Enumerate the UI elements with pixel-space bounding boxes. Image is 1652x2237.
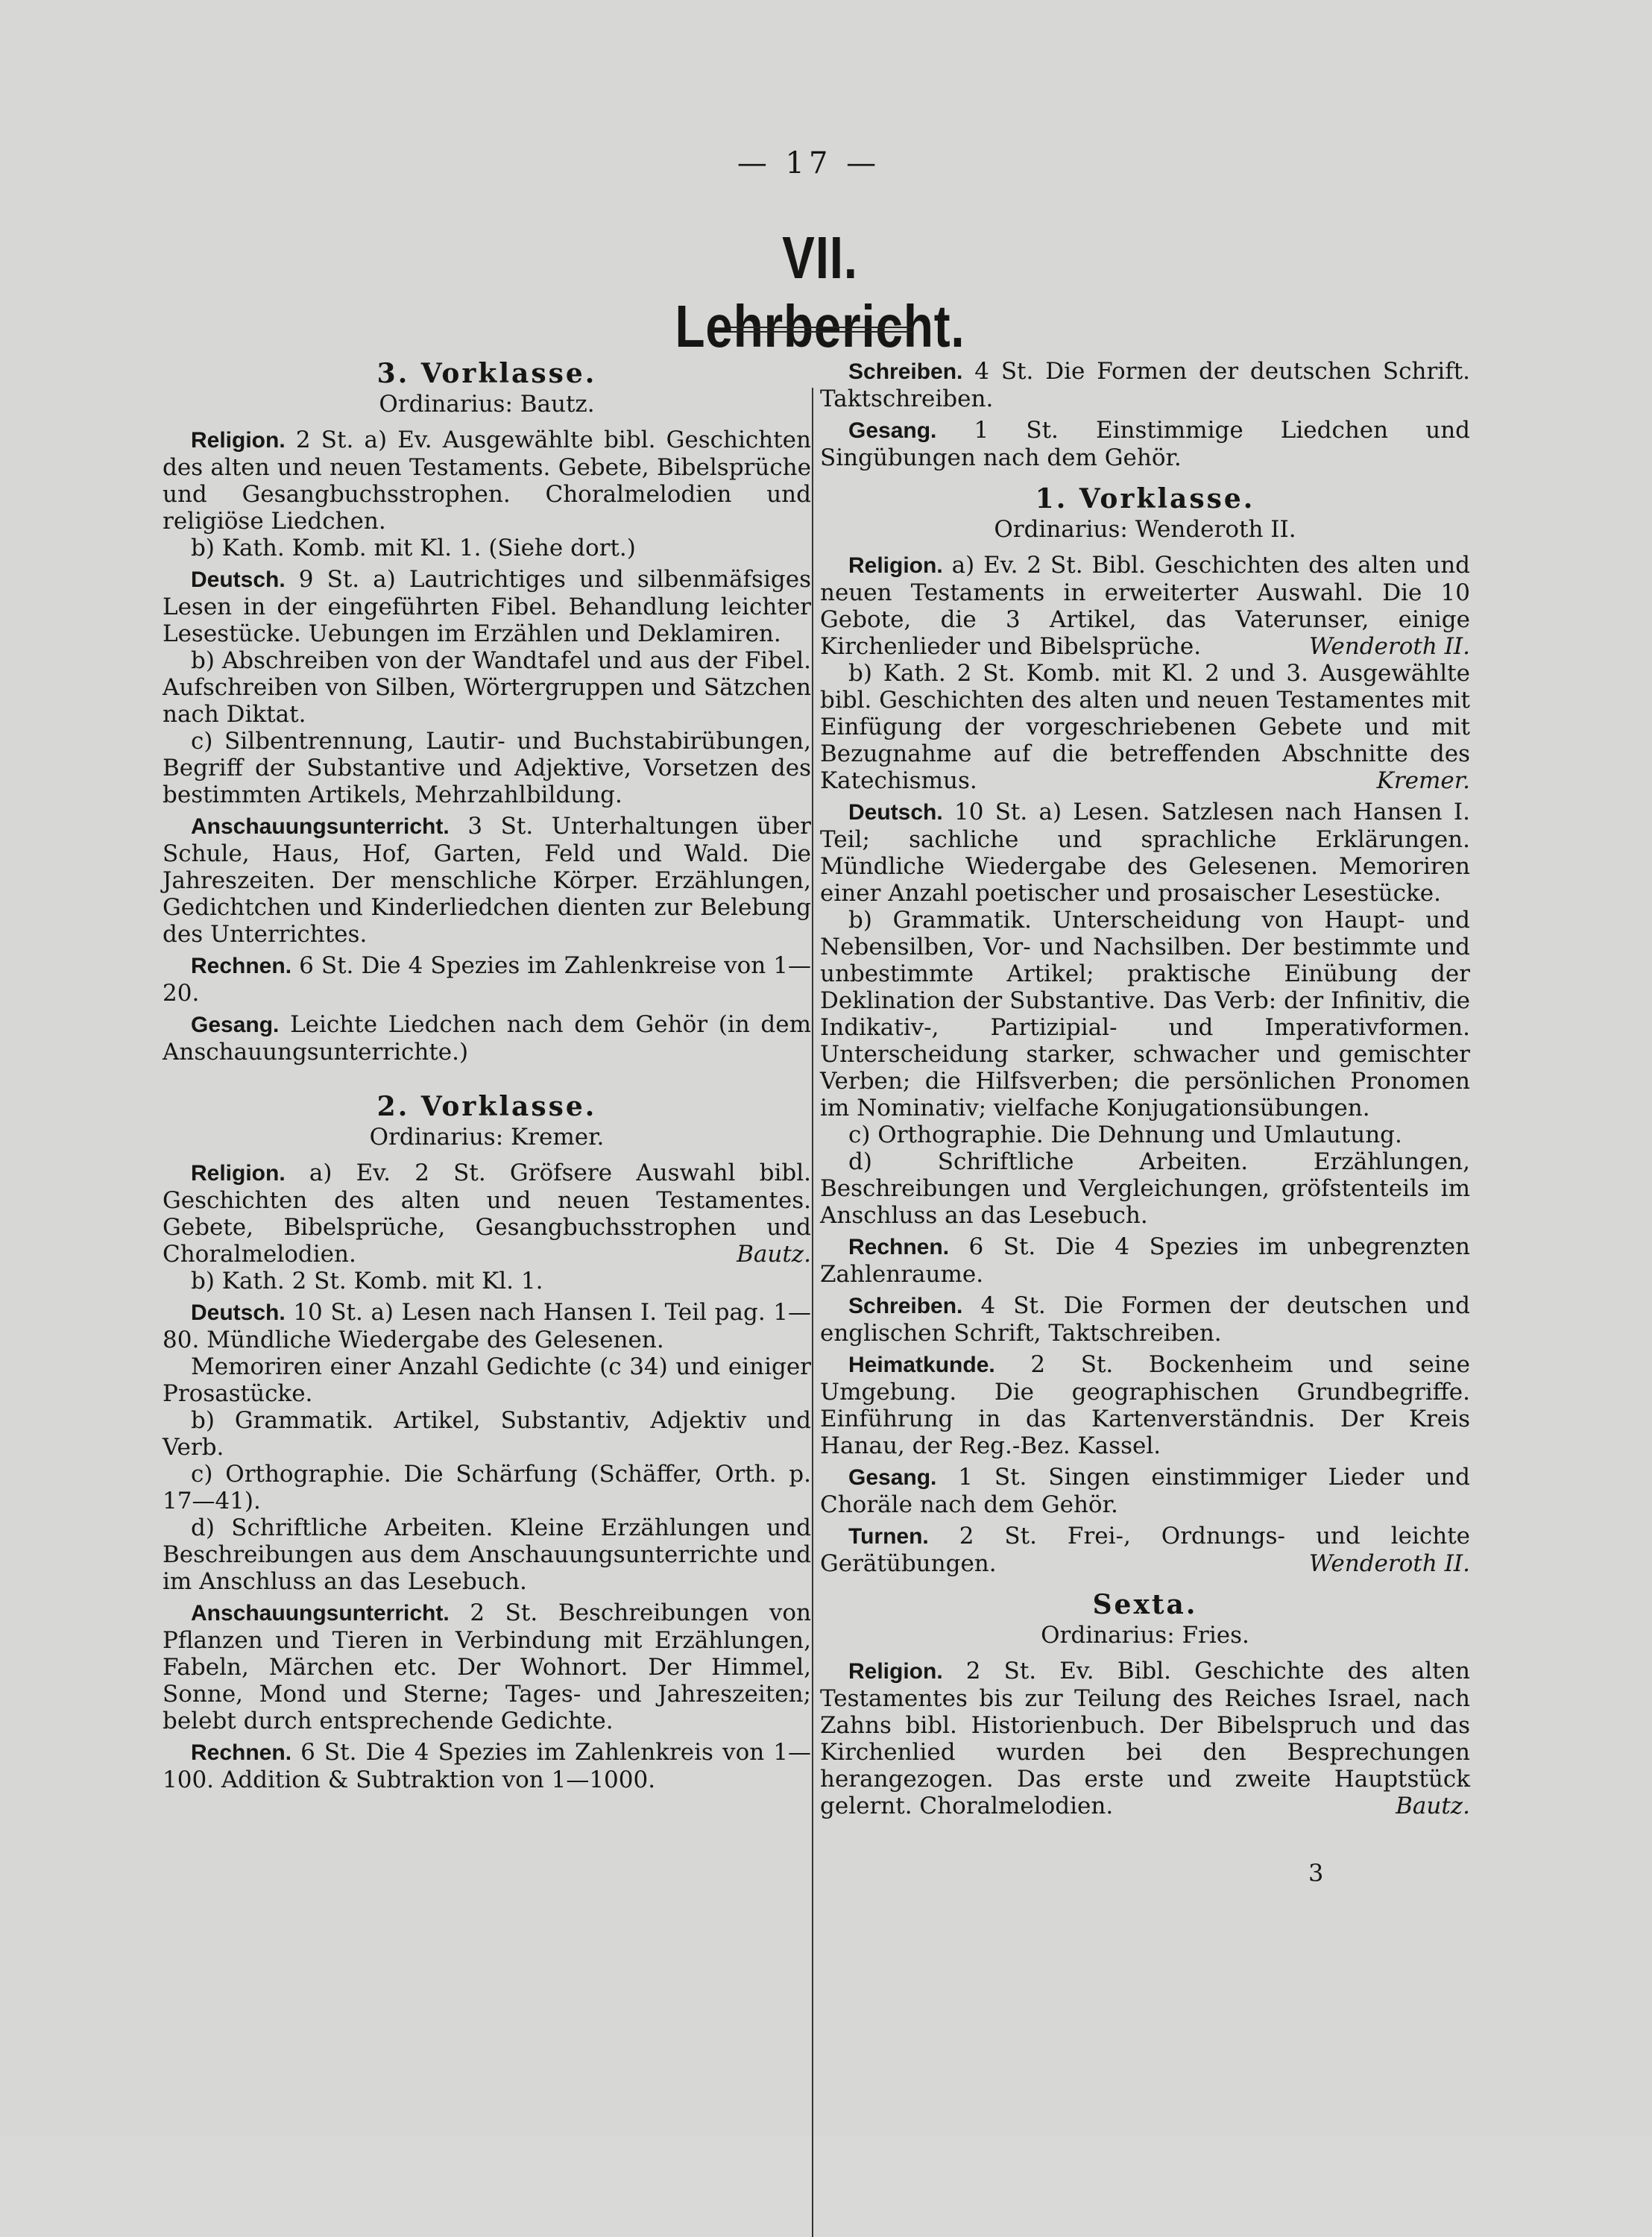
spacer — [820, 1582, 1470, 1589]
section-title-sexta: Sexta. — [1092, 1589, 1198, 1620]
section-title-vorklasse1: 1. Vorklasse. — [1035, 483, 1255, 515]
entry-deutsch-d: d) Schriftliche Arbeiten. Kleine Erzählungen und Beschreibungen aus dem Anschauungsunterrichte und im Anschluss an das Lesebuch. — [163, 1514, 811, 1595]
ordinarius-vorklasse1: Ordinarius: Wenderoth II. — [994, 516, 1296, 543]
entry-religion — [820, 1658, 1470, 1819]
subject-heading: Rechnen. — [191, 1740, 292, 1765]
entry-deutsch-b: b) Abschreiben von der Wandtafel und aus der Fibel. Aufschreiben von Silben, Wörtergruppen und Sätzchen nach Diktat. — [163, 647, 811, 728]
entry-rechnen — [820, 1233, 1470, 1288]
entry-text: 1 St. Singen einstimmiger Lieder und Choräle nach dem Gehör. — [820, 1464, 1470, 1518]
entry-gesang — [820, 1464, 1470, 1518]
subject-heading: Heimatkunde. — [848, 1353, 995, 1377]
entry-text: 3 St. Unterhaltungen über Schule, Haus, Hof, Garten, Feld und Wald. Die Jahreszeiten. Der menschliche Körper. Erzählungen, Gedichtchen und Kinderliedchen dienten zur Belebung des Unterrichtes. — [163, 813, 811, 948]
entry-religion-b — [820, 660, 1470, 794]
entry-text: 4 St. Die Formen der deutschen und englischen Schrift, Taktschreiben. — [820, 1292, 1470, 1347]
entry-text: Leichte Liedchen nach dem Gehör (in dem Anschauungsunterrichte.) — [163, 1011, 812, 1066]
subject-heading: Religion. — [191, 1161, 286, 1186]
entry-text: 2 St. Beschreibungen von Pflanzen und Tieren in Verbindung mit Erzählungen, Fabeln, Märchen etc. Der Wohnort. Der Himmel, Sonne, Mond und Sterne; Tages- und Jahreszeiten; belebt durch entsprechende Gedichte. — [163, 1599, 811, 1734]
subject-heading: Anschauungsunterricht. — [191, 1601, 450, 1626]
entry-text: 2 St. a) Ev. Ausgewählte bibl. Geschichten des alten und neuen Testaments. Gebete, Bibelsprüche und Gesangbuchsstrophen. Choralmelodien und religiöse Liedchen. — [163, 427, 811, 535]
subject-heading: Deutsch. — [848, 800, 943, 825]
left-column — [163, 358, 811, 1798]
entry-text: 9 St. a) Lautrichtiges und silbenmäfsiges Lesen in der eingeführten Fibel. Behandlung leichter Lesestücke. Uebungen im Erzählen und Deklamiren. — [163, 566, 811, 647]
subject-heading: Religion. — [191, 428, 286, 453]
spacer — [820, 476, 1470, 483]
entry-text: 6 St. Die 4 Spezies im Zahlenkreise von 1—20. — [163, 952, 811, 1007]
entry-text: 10 St. a) Lesen nach Hansen I. Teil pag. 1—80. Mündliche Wiedergabe des Gelesenen. — [163, 1299, 811, 1353]
title-rule — [731, 327, 913, 333]
spacer — [163, 1070, 811, 1091]
entry-deutsch-d: d) Schriftliche Arbeiten. Erzählungen, Beschreibungen und Vergleichungen, gröfstenteils im Anschluss an das Lesebuch. — [820, 1148, 1470, 1229]
entry-turnen — [820, 1523, 1470, 1577]
entry-deutsch — [820, 799, 1470, 907]
teacher-signature: Bautz. — [737, 1241, 811, 1268]
page-number: — 17 — — [737, 146, 881, 180]
subject-heading: Deutsch. — [191, 1300, 286, 1325]
entry-deutsch — [163, 566, 811, 647]
entry-anschauung — [163, 1599, 811, 1734]
subject-heading: Deutsch. — [191, 567, 286, 592]
section-title-vorklasse3: 3. Vorklasse. — [376, 358, 597, 389]
entry-text: 10 St. a) Lesen. Satzlesen nach Hansen I. Teil; sachliche und sprachliche Erklärungen. Mündliche Wiedergabe des Gelesenen. Memoriren einer Anzahl poetischer und prosaischer Lesestücke. — [820, 799, 1471, 907]
entry-rechnen — [163, 1739, 811, 1793]
signature-mark: 3 — [1308, 1859, 1324, 1887]
entry-anschauung — [163, 813, 811, 948]
entry-text: a) Ev. 2 St. Bibl. Geschichten des alten und neuen Testaments in erweiterter Auswahl. Die 10 Gebote, die 3 Artikel, das Vaterunser, einige Kirchenlieder und Bibelsprüche. — [820, 552, 1471, 660]
entry-deutsch — [163, 1299, 811, 1353]
entry-text: 4 St. Die Formen der deutschen Schrift. Taktschreiben. — [820, 358, 1471, 412]
entry-text: 2 St. Frei-, Ordnungs- und leichte Gerätübungen. — [820, 1523, 1470, 1577]
subject-heading: Religion. — [848, 1659, 943, 1684]
entry-religion-b: b) Kath. Komb. mit Kl. 1. (Siehe dort.) — [191, 535, 636, 561]
entry-deutsch-c: c) Silbentrennung, Lautir- und Buchstabirübungen, Begriff der Substantive und Adjektive, Vorsetzen des bestimmten Artikels, Mehrzahlbildung. — [163, 728, 811, 808]
subject-heading: Religion. — [848, 553, 943, 578]
entry-text: b) Kath. 2 St. Komb. mit Kl. 2 und 3. Ausgewählte bibl. Geschichten des alten und neuen Testamentes mit Einfügung der vorgeschriebenen Gebete und mit Bezugnahme auf die betreffenden Abschnitte des Katechismus. — [820, 660, 1470, 794]
ordinarius-sexta: Ordinarius: Fries. — [1041, 1622, 1249, 1649]
entry-religion-b: b) Kath. 2 St. Komb. mit Kl. 1. — [191, 1268, 543, 1294]
entry-rechnen — [163, 952, 811, 1007]
entry-gesang — [820, 417, 1470, 471]
entry-deutsch-b: b) Grammatik. Artikel, Substantiv, Adjektiv und Verb. — [163, 1407, 811, 1461]
page-title: VII. Lehrbericht. — [675, 224, 965, 359]
ordinarius-vorklasse2: Ordinarius: Kremer. — [369, 1124, 605, 1151]
subject-heading: Rechnen. — [191, 954, 292, 978]
entry-text: 6 St. Die 4 Spezies im unbegrenzten Zahlenraume. — [820, 1233, 1471, 1288]
subject-heading: Turnen. — [848, 1524, 929, 1549]
subject-heading: Gesang. — [848, 418, 937, 443]
entry-text: 2 St. Ev. Bibl. Geschichte des alten Testamentes bis zur Teilung des Reiches Israel, nach Zahns bibl. Historienbuch. Der Bibelspruch und das Kirchenlied wurden bei den Besprechungen herangezogen. Das erste und zweite Hauptstück gelernt. Choralmelodien. — [820, 1658, 1470, 1819]
subject-heading: Gesang. — [848, 1465, 937, 1490]
entry-schreiben — [820, 1292, 1470, 1347]
entry-gesang — [163, 1011, 811, 1066]
entry-deutsch-a2: Memoriren einer Anzahl Gedichte (c 34) und einiger Prosastücke. — [163, 1353, 811, 1407]
entry-text: 1 St. Einstimmige Liedchen und Singübungen nach dem Gehör. — [820, 417, 1471, 471]
right-column — [820, 358, 1470, 1824]
teacher-signature: Wenderoth II. — [1309, 633, 1470, 660]
entry-religion — [163, 1160, 811, 1268]
subject-heading: Schreiben. — [848, 1294, 963, 1318]
entry-religion — [163, 427, 811, 535]
entry-schreiben — [820, 358, 1470, 412]
ordinarius-vorklasse3: Ordinarius: Bautz. — [379, 391, 595, 418]
subject-heading: Rechnen. — [848, 1235, 950, 1259]
teacher-signature: Kremer. — [1376, 767, 1470, 794]
entry-deutsch-c: c) Orthographie. Die Dehnung und Umlautung. — [848, 1121, 1402, 1148]
subject-heading: Schreiben. — [848, 359, 963, 384]
teacher-signature: Bautz. — [1396, 1793, 1470, 1819]
entry-text: a) Ev. 2 St. Gröfsere Auswahl bibl. Geschichten des alten und neuen Testamentes. Gebete, Bibelsprüche, Gesangbuchsstrophen und Choralmelodien. — [163, 1160, 811, 1268]
entry-text: 2 St. Bockenheim und seine Umgebung. Die geographischen Grundbegriffe. Einführung in das Kartenverständnis. Der Kreis Hanau, der Reg.-Bez. Kassel. — [820, 1351, 1471, 1459]
column-divider — [812, 388, 813, 2237]
subject-heading: Anschauungsunterricht. — [191, 814, 450, 839]
entry-deutsch-b: b) Grammatik. Unterscheidung von Haupt- und Nebensilben, Vor- und Nachsilben. Der bestimmte und unbestimmte Artikel; praktische Einübung der Deklination der Substantive. Das Verb: der Infinitiv, die Indikativ-, Partizipial- und Imperativformen. Unterscheidung starker, schwacher und gemischter Verben; die Hilfsverben; die persönlichen Pronomen im Nominativ; vielfache Konjugationsübungen. — [820, 907, 1470, 1121]
entry-heimatkunde — [820, 1351, 1470, 1459]
entry-religion — [820, 552, 1470, 660]
entry-text: 6 St. Die 4 Spezies im Zahlenkreis von 1—100. Addition & Subtraktion von 1—1000. — [163, 1739, 812, 1793]
section-title-vorklasse2: 2. Vorklasse. — [376, 1091, 597, 1122]
subject-heading: Gesang. — [191, 1013, 280, 1037]
teacher-signature: Wenderoth II. — [1309, 1550, 1470, 1577]
entry-deutsch-c: c) Orthographie. Die Schärfung (Schäffer, Orth. p. 17—41). — [163, 1461, 811, 1514]
